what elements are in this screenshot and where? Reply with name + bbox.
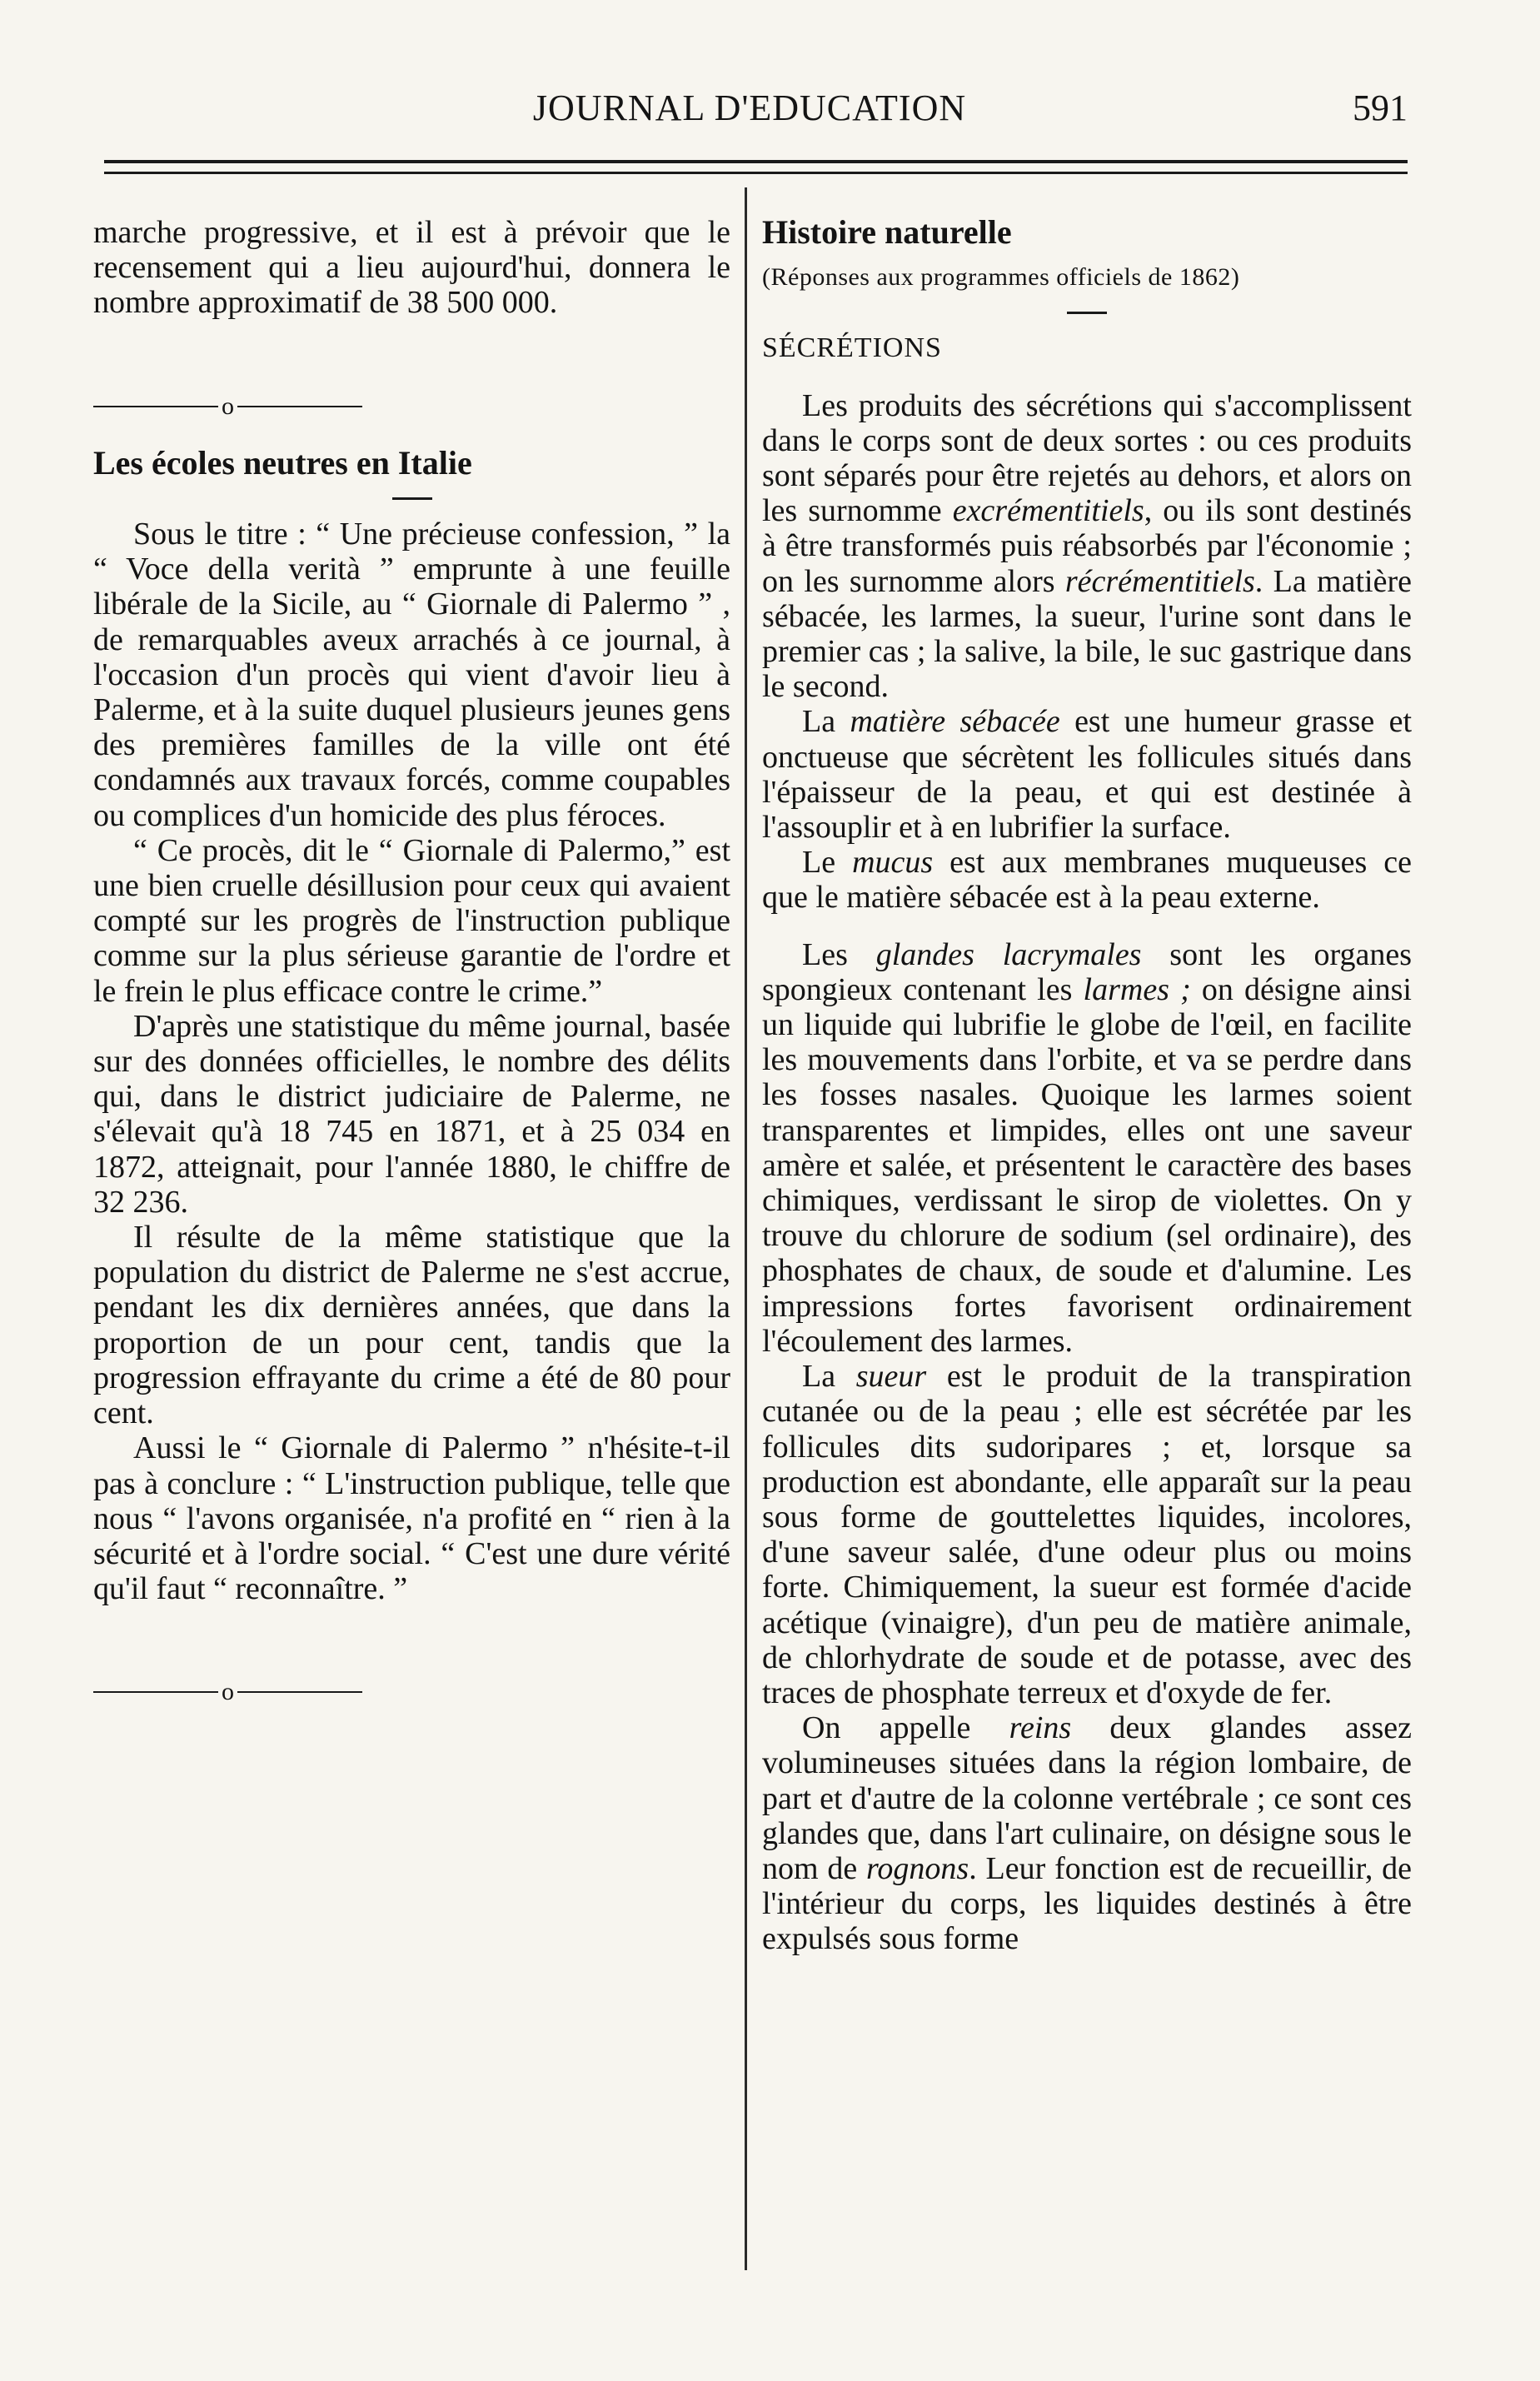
section-ornament-bottom — [93, 1673, 730, 1710]
header-rule-thin — [104, 172, 1408, 174]
secretions-paragraph-4: Les glandes lacrymales sont les organes spongieux contenant les larmes ; on désigne ainsi un liquide qui lubrifie le globe de l'œil, en facilite les mouvements dans l'orbite, et va se perdre dans les fosses nasales. Quoique les larmes soient transparentes et limpides, elles ont une saveur amère et salée, et présentent le caractère des bases chimiques, verdissant le sirop de violettes. On y trouve du chlorure de sodium (sel ordinaire), des phosphates de chaux, de soude et d'alumine. Les impressions fortes favorisent ordinairement l'écoulement des larmes. — [762, 936, 1413, 1359]
article-paragraph-4: Il résulte de la même statistique que la population du district de Palerme ne s'est accrue, pendant les dix dernières années, que dans la proportion de un pour cent, tandis que la progression effrayante du crime a été de 80 pour cent. — [93, 1220, 730, 1431]
subheading-dash — [1067, 312, 1107, 314]
header-rule-thick — [104, 160, 1408, 163]
continued-paragraph: marche progressive, et il est à prévoir que le recensement qui a lieu aujourd'hui, donnera le nombre approximatif de 38 500 000. — [93, 215, 730, 321]
secretions-paragraph-5: La sueur est le produit de la transpiration cutanée ou de la peau ; elle est sécrétée par les follicules dits sudoripares ; et, lorsque sa production est abondante, elle apparaît sur la peau sous forme de gouttelettes liquides, incolores, d'une saveur salée, d'une odeur plus ou moins forte. Chimiquement, la sueur est formée d'acide acétique (vinaigre), d'un peu de matière animale, de chlorhydrate de soude et de potasse, avec des traces de phosphate terreux et d'oxyde de fer. — [762, 1359, 1412, 1710]
secretions-paragraph-1: Les produits des sécrétions qui s'accomplissent dans le corps sont de deux sortes : ou ces produits sont séparés pour être rejetés au dehors, et alors on les surnomme excrémentitiels, ou ils sont destinés à être transformés puis réabsorbés par l'économie ; on les surnomme alors récrémentitiels. La matière sébacée, les larmes, la sueur, l'urine sont dans le premier cas ; la salive, la bile, le suc gastrique dans le second. — [762, 387, 1412, 705]
ornament-rule-left — [93, 406, 218, 407]
article-paragraph-2: “ Ce procès, dit le “ Giornale di Palermo,” est une bien cruelle désillusion pour ceux qui avaient compté sur les progrès de l'instruction publique comme sur la plus sérieuse garantie de l'ordre et le frein le plus efficace contre le crime.” — [93, 832, 730, 1009]
right-column — [762, 215, 1412, 1957]
page-number: 591 — [1353, 87, 1408, 128]
subsection-title: SÉCRÉTIONS — [762, 332, 942, 364]
section-heading: Histoire naturelle — [762, 213, 1012, 251]
ornament-rule-right — [237, 1691, 362, 1693]
article-paragraph-5: Aussi le “ Giornale di Palermo ” n'hésite-t-il pas à conclure : “ L'instruction publique, telle que nous “ l'avons organisée, n'a profité en “ rien à la sécurité et à l'ordre social. “ C'est une dure vérité qu'il faut “ reconnaître. ” — [93, 1430, 730, 1607]
section-ornament-top — [93, 387, 730, 424]
secretions-paragraph-2: La matière sébacée est une humeur grasse et onctueuse que sécrètent les follicules situés dans l'épaisseur de la peau, et qui est destinée à l'assouplir et à en lubrifier la surface. — [762, 704, 1413, 846]
ornament-rule-left — [93, 1691, 218, 1693]
article-heading: Les écoles neutres en Italie — [93, 443, 472, 482]
ornament-rule-right — [237, 406, 362, 407]
article-paragraph-1: Sous le titre : “ Une précieuse confession, ” la “ Voce della verità ” emprunte à une feuille libérale de la Sicile, au “ Giornale di Palermo ” , de remarquables aveux arrachés à ce journal, à l'occasion d'un procès qui vient d'avoir lieu à Palerme, et à la suite duquel plusieurs jeunes gens des premières familles de la ville ont été condamnés aux travaux forcés, comme coupables ou complices d'un homicide des plus féroces. — [93, 517, 730, 833]
page-header — [92, 83, 1408, 142]
running-title: JOURNAL D'EDUCATION — [532, 87, 967, 128]
ornament-circle: o — [222, 392, 234, 420]
column-divider — [745, 187, 747, 2270]
secretions-paragraph-6: On appelle reins deux glandes assez volumineuses situées dans la région lombaire, de part et d'autre de la colonne vertébrale ; ce sont ces glandes que, dans l'art culinaire, on désigne sous le nom de rognons. Leur fonction est de recueillir, de l'intérieur du corps, les liquides destinés à être expulsés sous forme — [762, 1710, 1412, 1957]
section-subheading: (Réponses aux programmes officiels de 1862) — [762, 263, 1240, 292]
article-paragraph-3: D'après une statistique du même journal, basée sur des données officielles, le nombre des délits qui, dans le district judiciaire de Palerme, ne s'élevait qu'à 18 745 en 1871, et à 25 034 en 1872, atteignait, pour l'année 1880, le chiffre de 32 236. — [93, 1008, 730, 1220]
left-column — [93, 215, 730, 1710]
ornament-circle: o — [222, 1678, 234, 1706]
heading-dash — [392, 497, 432, 500]
secretions-paragraph-3: Le mucus est aux membranes muqueuses ce que le matière sébacée est à la peau externe. — [762, 845, 1412, 916]
